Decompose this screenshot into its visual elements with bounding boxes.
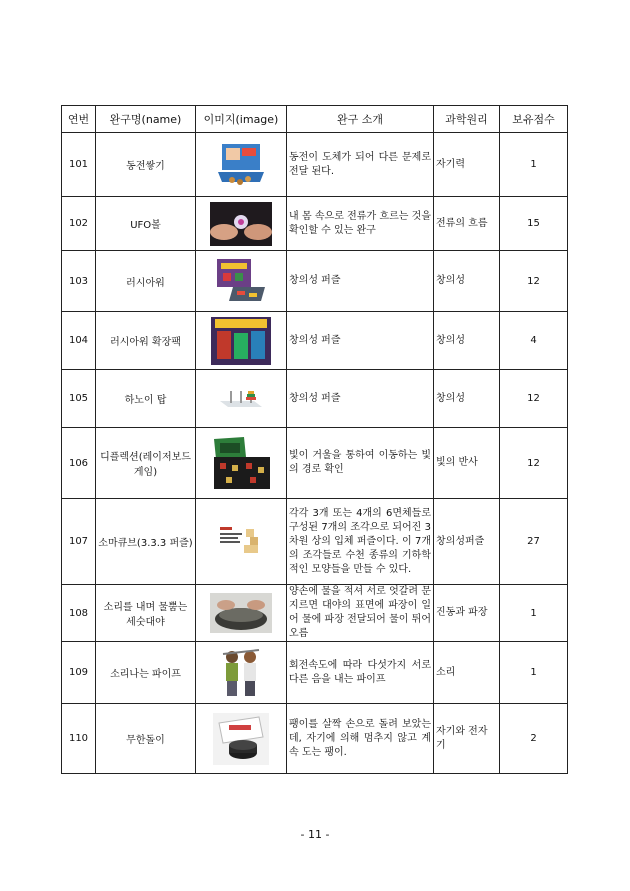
table-row xyxy=(62,312,568,370)
row-no: 108 xyxy=(62,585,96,642)
row-count: 27 xyxy=(500,499,568,585)
row-name: 하노이 탑 xyxy=(96,370,196,428)
row-image xyxy=(196,370,287,428)
header-image: 이미지(image) xyxy=(196,106,287,133)
row-no: 101 xyxy=(62,133,96,197)
row-principle: 자기력 xyxy=(434,133,500,197)
rush-hour-expansion-photo xyxy=(209,315,273,367)
row-principle: 자기와 전자기 xyxy=(434,704,500,774)
row-principle: 창의성 xyxy=(434,370,500,428)
row-image xyxy=(196,133,287,197)
row-image xyxy=(196,499,287,585)
coin-game-box-photo xyxy=(214,142,268,188)
row-image xyxy=(196,428,287,499)
header-count: 보유점수 xyxy=(500,106,568,133)
header-no: 연번 xyxy=(62,106,96,133)
row-principle: 전류의 흐름 xyxy=(434,197,500,251)
row-principle: 진동과 파장 xyxy=(434,585,500,642)
row-count: 2 xyxy=(500,704,568,774)
table-row xyxy=(62,428,568,499)
row-name: 러시아워 xyxy=(96,251,196,312)
infinite-top-photo xyxy=(213,713,269,765)
row-description: 창의성 퍼즐 xyxy=(287,370,434,428)
row-description: 내 몸 속으로 전류가 흐르는 것을 확인할 수 있는 완구 xyxy=(287,197,434,251)
row-count: 1 xyxy=(500,133,568,197)
table-row xyxy=(62,197,568,251)
row-no: 102 xyxy=(62,197,96,251)
row-no: 106 xyxy=(62,428,96,499)
row-description: 동전이 도체가 되어 다른 문제로 전달 된다. xyxy=(287,133,434,197)
table-row xyxy=(62,499,568,585)
row-name: 동전쌓기 xyxy=(96,133,196,197)
row-no: 103 xyxy=(62,251,96,312)
row-description: 빛이 거울을 통하여 이동하는 빛의 경로 확인 xyxy=(287,428,434,499)
row-no: 110 xyxy=(62,704,96,774)
sound-pipe-photo xyxy=(219,648,263,698)
table-row xyxy=(62,133,568,197)
row-no: 104 xyxy=(62,312,96,370)
table-row xyxy=(62,585,568,642)
row-name: 소리나는 파이프 xyxy=(96,642,196,704)
row-count: 1 xyxy=(500,585,568,642)
row-description: 창의성 퍼즐 xyxy=(287,312,434,370)
row-image xyxy=(196,312,287,370)
row-description: 팽이를 살짝 손으로 돌려 보았는데, 자기에 의해 멈추지 않고 계속 도는 팽이. xyxy=(287,704,434,774)
row-description: 각각 3개 또는 4개의 6면체들로 구성된 7개의 조각으로 되어진 3차원 상의 입체 퍼즐이다. 이 7개의 조각들로 수천 종류의 기하학적인 모양들을 만들 수 있다. xyxy=(287,499,434,585)
table-row xyxy=(62,370,568,428)
row-description: 회전속도에 따라 다섯가지 서로 다른 음을 내는 파이프 xyxy=(287,642,434,704)
row-count: 12 xyxy=(500,428,568,499)
ufo-ball-hands-photo xyxy=(210,202,272,246)
row-name: 소리를 내며 물뿜는 세숫대야 xyxy=(96,585,196,642)
row-count: 12 xyxy=(500,251,568,312)
row-count: 15 xyxy=(500,197,568,251)
row-principle: 창의성 xyxy=(434,251,500,312)
row-name: UFO볼 xyxy=(96,197,196,251)
singing-bowl-photo xyxy=(210,593,272,633)
row-principle: 빛의 반사 xyxy=(434,428,500,499)
row-description: 창의성 퍼즐 xyxy=(287,251,434,312)
row-principle: 창의성 xyxy=(434,312,500,370)
header-description: 완구 소개 xyxy=(287,106,434,133)
row-no: 107 xyxy=(62,499,96,585)
toy-inventory-table xyxy=(61,105,568,774)
header-row xyxy=(62,106,568,133)
table-row xyxy=(62,642,568,704)
row-name: 소마큐브(3.3.3 퍼즐) xyxy=(96,499,196,585)
row-principle: 소리 xyxy=(434,642,500,704)
row-count: 4 xyxy=(500,312,568,370)
table-row xyxy=(62,704,568,774)
page-number: - 11 - xyxy=(300,828,330,841)
row-image xyxy=(196,197,287,251)
row-count: 12 xyxy=(500,370,568,428)
header-principle: 과학원리 xyxy=(434,106,500,133)
header-name: 완구명(name) xyxy=(96,106,196,133)
row-count: 1 xyxy=(500,642,568,704)
row-image xyxy=(196,642,287,704)
row-no: 109 xyxy=(62,642,96,704)
row-image xyxy=(196,704,287,774)
row-name: 무한돌이 xyxy=(96,704,196,774)
hanoi-tower-photo xyxy=(216,387,266,411)
deflexion-board-photo xyxy=(210,435,272,491)
row-no: 105 xyxy=(62,370,96,428)
rush-hour-box-photo xyxy=(213,257,269,305)
row-image xyxy=(196,251,287,312)
row-image xyxy=(196,585,287,642)
row-name: 디플렉션(레이저보드게임) xyxy=(96,428,196,499)
soma-cube-photo xyxy=(216,521,266,563)
table-row xyxy=(62,251,568,312)
row-principle: 창의성퍼즐 xyxy=(434,499,500,585)
row-name: 러시아워 확장팩 xyxy=(96,312,196,370)
row-description: 양손에 물을 적셔 서로 엇갈려 문지르면 대야의 표면에 파장이 일어 물에 파장 전달되어 물이 튀어오름 xyxy=(287,585,434,642)
